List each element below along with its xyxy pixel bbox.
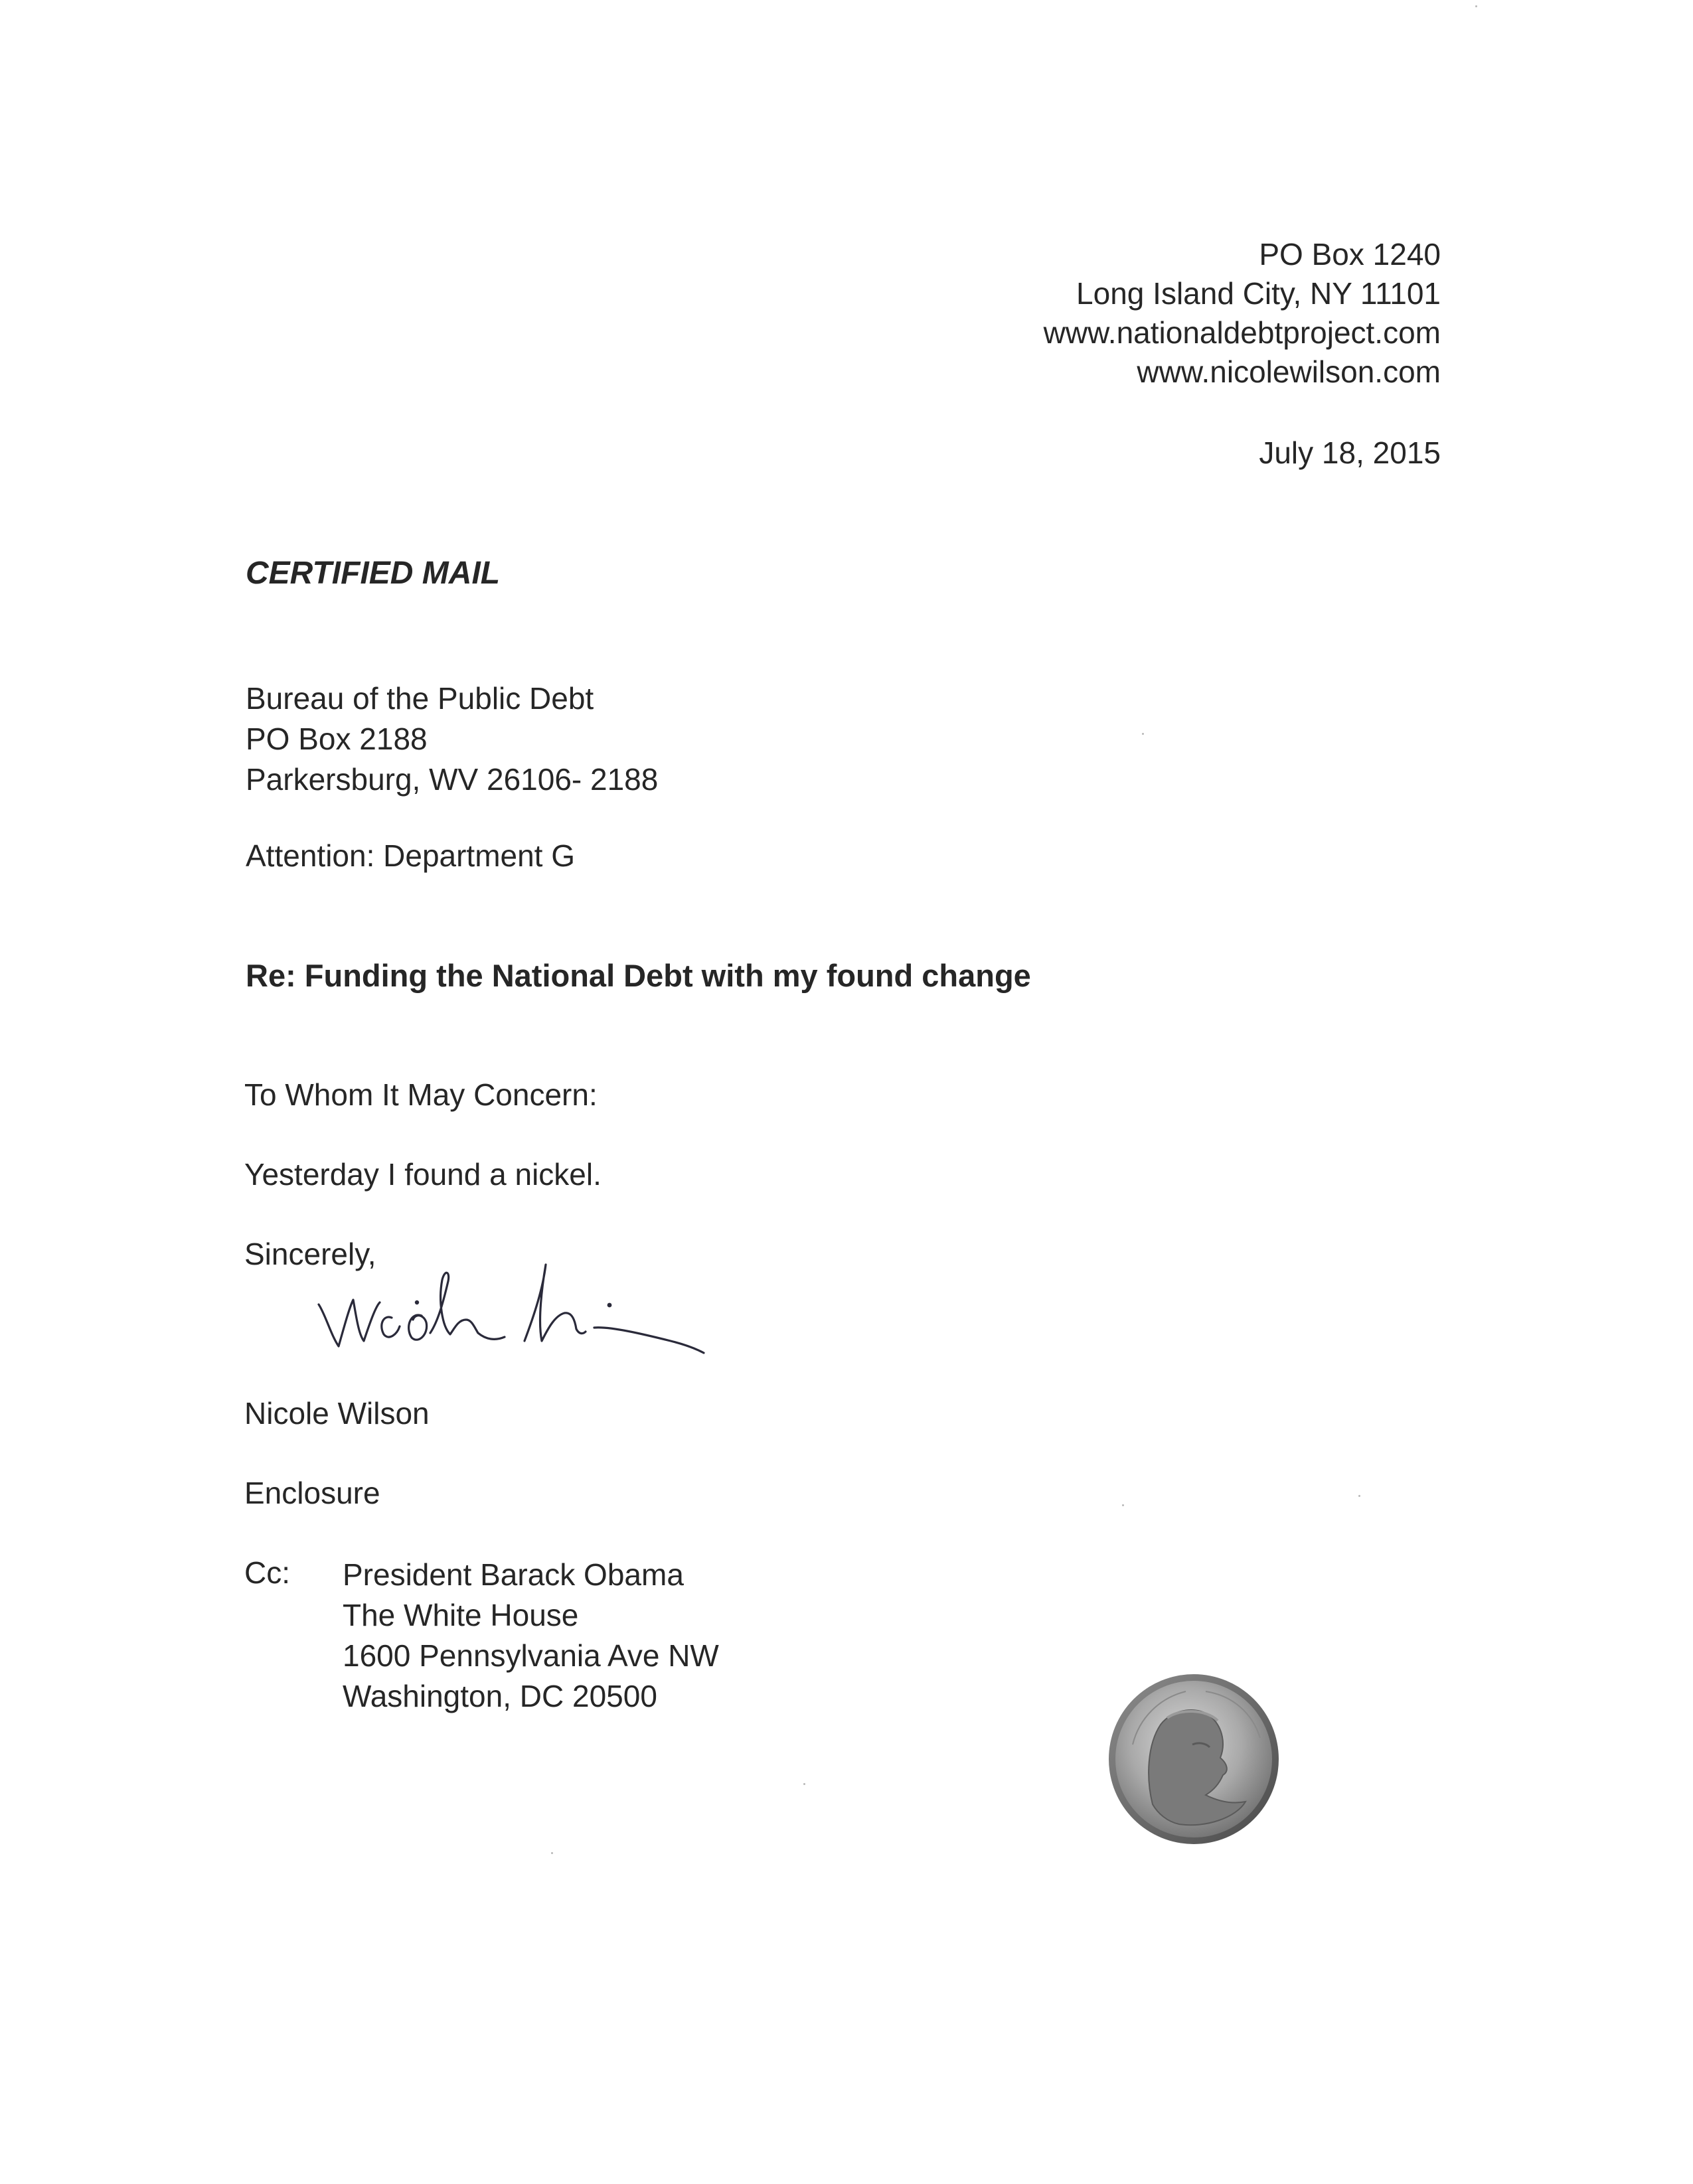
scan-speck [551,1852,553,1854]
cc-name: President Barack Obama [343,1557,684,1592]
recipient-address-line1: PO Box 2188 [246,722,428,756]
signature-dot-1 [415,1300,419,1304]
cc-address-block [343,1555,719,1717]
nickel-coin-image [1106,1672,1281,1847]
recipient-address-block [246,678,658,800]
scan-speck [1122,1504,1124,1506]
recipient-address-line2: Parkersburg, WV 26106- 2188 [246,762,659,797]
letter-body: Yesterday I found a nickel. [244,1157,602,1192]
closing: Sincerely, [244,1237,376,1271]
enclosure-note: Enclosure [244,1476,380,1510]
cc-address-line3: Washington, DC 20500 [343,1679,657,1713]
sender-address-block [1044,235,1441,392]
sender-address-line1: PO Box 1240 [1259,237,1441,272]
scan-speck [1142,733,1144,735]
signature-image [312,1241,730,1361]
cc-address-line1: The White House [343,1598,579,1632]
cc-label: Cc: [244,1555,290,1590]
cc-address-line2: 1600 Pennsylvania Ave NW [343,1638,719,1673]
signature-dot-2 [607,1303,612,1308]
letter-date: July 18, 2015 [1259,435,1441,470]
scan-speck [803,1783,805,1785]
salutation: To Whom It May Concern: [244,1077,598,1112]
sender-website-2: www.nicolewilson.com [1137,354,1441,389]
signer-name: Nicole Wilson [244,1396,430,1431]
scan-speck [1475,5,1477,7]
subject-line: Re: Funding the National Debt with my found change [246,958,1031,993]
attention-line: Attention: Department G [246,838,576,873]
delivery-method: CERTIFIED MAIL [246,556,501,591]
sender-address-line2: Long Island City, NY 11101 [1076,276,1441,311]
recipient-name: Bureau of the Public Debt [246,681,594,716]
scan-speck [1358,1495,1360,1497]
sender-website-1: www.nationaldebtproject.com [1043,315,1441,350]
